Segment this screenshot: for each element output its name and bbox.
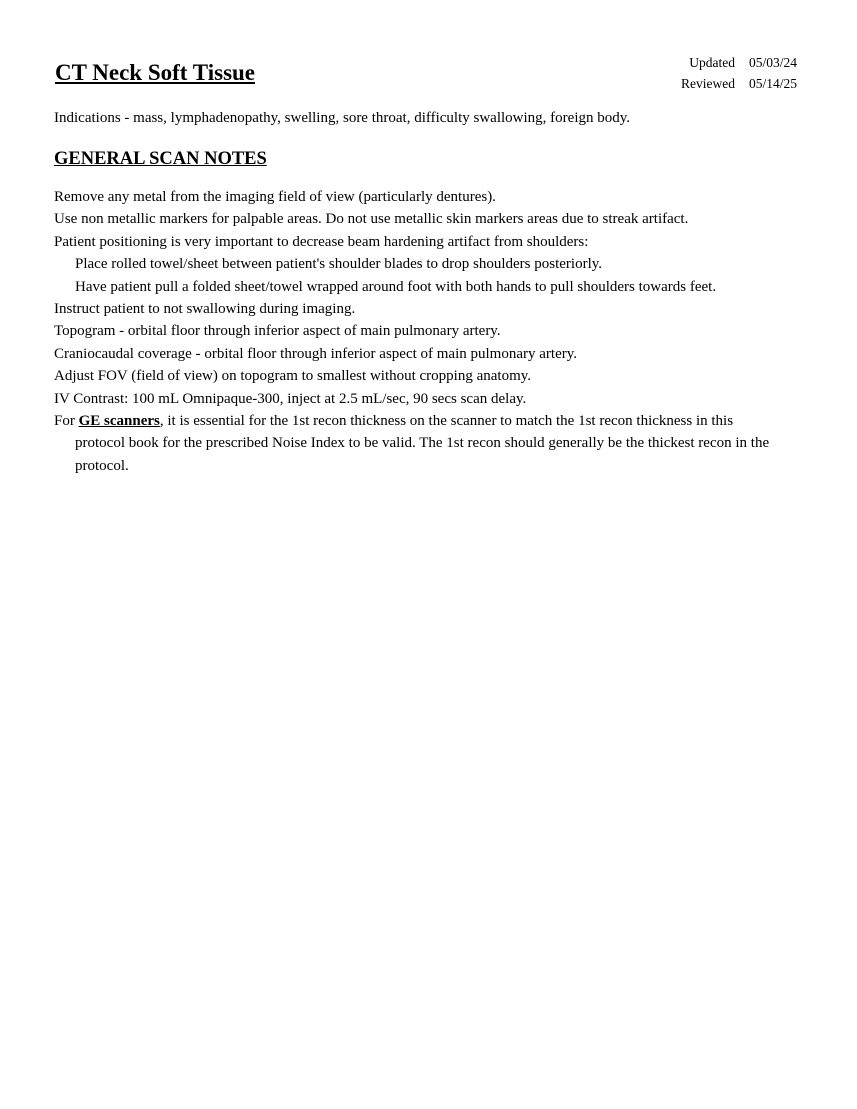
note-iv-contrast: IV Contrast: 100 mL Omnipaque-300, inject at 2.5 mL/sec, 90 secs scan delay. [54,390,527,407]
note-rolled-towel: Place rolled towel/sheet between patient's shoulder blades to drop shoulders posteriorly. [75,256,603,273]
note-remove-metal: Remove any metal from the imaging field of view (particularly dentures). [54,189,496,205]
updated-label: Updated [689,55,735,70]
note-non-metallic-markers: Use non metallic markers for palpable areas. Do not use metallic skin markers areas due to streak artifact. [54,211,689,228]
reviewed-row [681,73,797,94]
note-craniocaudal-coverage: Craniocaudal coverage - orbital floor through inferior aspect of main pulmonary artery. [54,345,577,362]
ge-note-rest: , it is essential for the 1st recon thickness on the scanner to match the 1st recon thickness in this protocol book for the prescribed Noise Index to be valid. The 1st recon should generally be the thickest recon in the protocol. [75,413,770,474]
updated-row [681,52,797,73]
note-folded-sheet: Have patient pull a folded sheet/towel wrapped around foot with both hands to pull shoulders towards feet. [75,278,717,295]
note-topogram: Topogram - orbital floor through inferior aspect of main pulmonary artery. [54,323,501,340]
reviewed-date: 05/14/25 [748,76,797,91]
revision-info [681,52,797,94]
note-adjust-fov: Adjust FOV (field of view) on topogram to smallest without cropping anatomy. [54,368,532,385]
indications-text: Indications - mass, lymphadenopathy, swelling, sore throat, difficulty swallowing, foreign body. [54,110,631,126]
document-title: CT Neck Soft Tissue [55,60,256,85]
section-heading-general-scan-notes: GENERAL SCAN NOTES [54,149,267,169]
note-no-swallowing: Instruct patient to not swallowing during imaging. [54,301,356,318]
scan-notes-list [54,186,784,477]
note-patient-positioning: Patient positioning is very important to decrease beam hardening artifact from shoulders: [54,233,589,250]
ge-scanners-emphasis: GE scanners [78,413,160,430]
reviewed-label: Reviewed [681,76,735,91]
ge-note-prefix: For [54,413,79,430]
note-ge-scanners [54,410,784,477]
updated-date: 05/03/24 [748,55,797,70]
